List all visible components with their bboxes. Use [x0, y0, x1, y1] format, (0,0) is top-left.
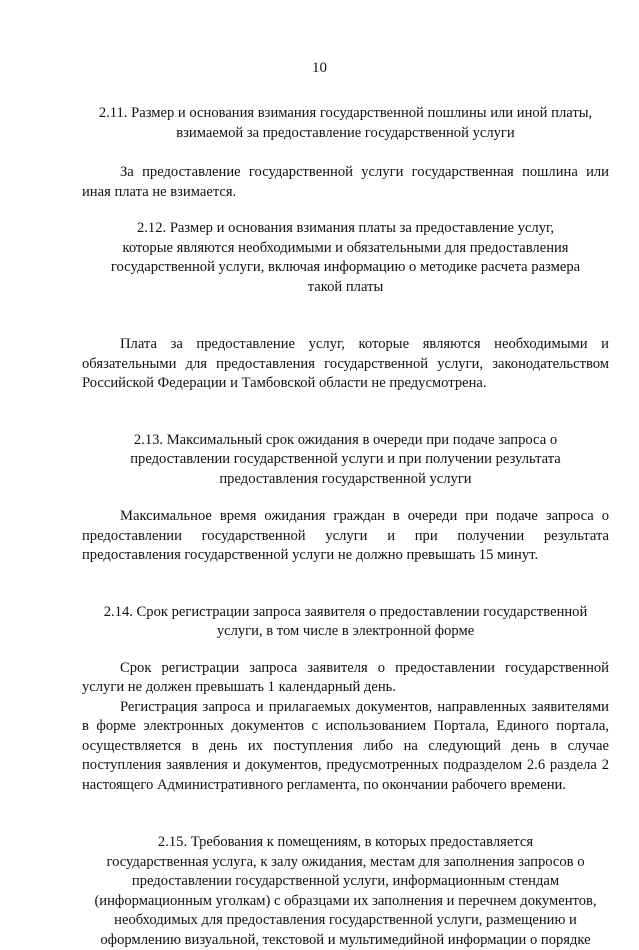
- heading-line: (информационным уголкам) с образцами их заполнения и перечнем документов,: [82, 892, 609, 912]
- section-text-2-12: Плата за предоставление услуг, которые являются необходимыми и обязательными для предоставления государственной услуги, законодательством Российской Федерации и Тамбовской области не предусмотрена.: [82, 335, 609, 394]
- heading-line: предоставлении государственной услуги и при получении результата: [82, 450, 609, 470]
- section-text-2-14-first: Срок регистрации запроса заявителя о предоставлении государственной услуги не должен превышать 1 календарный день.: [82, 659, 609, 698]
- heading-line: предоставления государственной услуги: [82, 470, 609, 490]
- heading-line: взимаемой за предоставление государственной услуги: [82, 124, 609, 144]
- heading-line: государственной услуги, включая информацию о методике расчета размера: [82, 258, 609, 278]
- heading-line: 2.13. Максимальный срок ожидания в очереди при подаче запроса о: [82, 431, 609, 451]
- section-heading-2-15: [82, 833, 609, 950]
- section-heading-2-14: [82, 603, 609, 642]
- heading-line: предоставлении государственной услуги, информационным стендам: [82, 872, 609, 892]
- section-text-2-14-second: Регистрация запроса и прилагаемых документов, направленных заявителями в форме электронных документов с использованием Портала, Единого портала, осуществляется в день их поступления либо на следующий день в случае поступления заявления и документов, предусмотренных подразделом 2.6 раздела 2 настоящего Административного регламента, по окончании рабочего времени.: [82, 698, 609, 796]
- section-heading-2-11: [82, 104, 609, 143]
- page-number: 10: [0, 58, 639, 78]
- heading-line: 2.12. Размер и основания взимания платы за предоставление услуг,: [82, 219, 609, 239]
- heading-line: которые являются необходимыми и обязательными для предоставления: [82, 239, 609, 259]
- heading-line: такой платы: [82, 278, 609, 298]
- document-body: [82, 104, 609, 950]
- section-heading-2-13: [82, 431, 609, 490]
- heading-line: оформлению визуальной, текстовой и мультимедийной информации о порядке: [82, 931, 609, 950]
- section-heading-2-12: [82, 219, 609, 297]
- heading-line: услуги, в том числе в электронной форме: [82, 622, 609, 642]
- section-text-2-11: За предоставление государственной услуги государственная пошлина или иная плата не взимается.: [82, 163, 609, 202]
- heading-line: 2.15. Требования к помещениям, в которых предоставляется: [82, 833, 609, 853]
- section-text-2-13: Максимальное время ожидания граждан в очереди при подаче запроса о предоставлении государственной услуги и при получении результата предоставления государственной услуги не должно превышать 15 минут.: [82, 507, 609, 566]
- heading-line: необходимых для предоставления государственной услуги, размещению и: [82, 911, 609, 931]
- heading-line: 2.11. Размер и основания взимания государственной пошлины или иной платы,: [82, 104, 609, 124]
- heading-line: 2.14. Срок регистрации запроса заявителя о предоставлении государственной: [82, 603, 609, 623]
- heading-line: государственная услуга, к залу ожидания, местам для заполнения запросов о: [82, 853, 609, 873]
